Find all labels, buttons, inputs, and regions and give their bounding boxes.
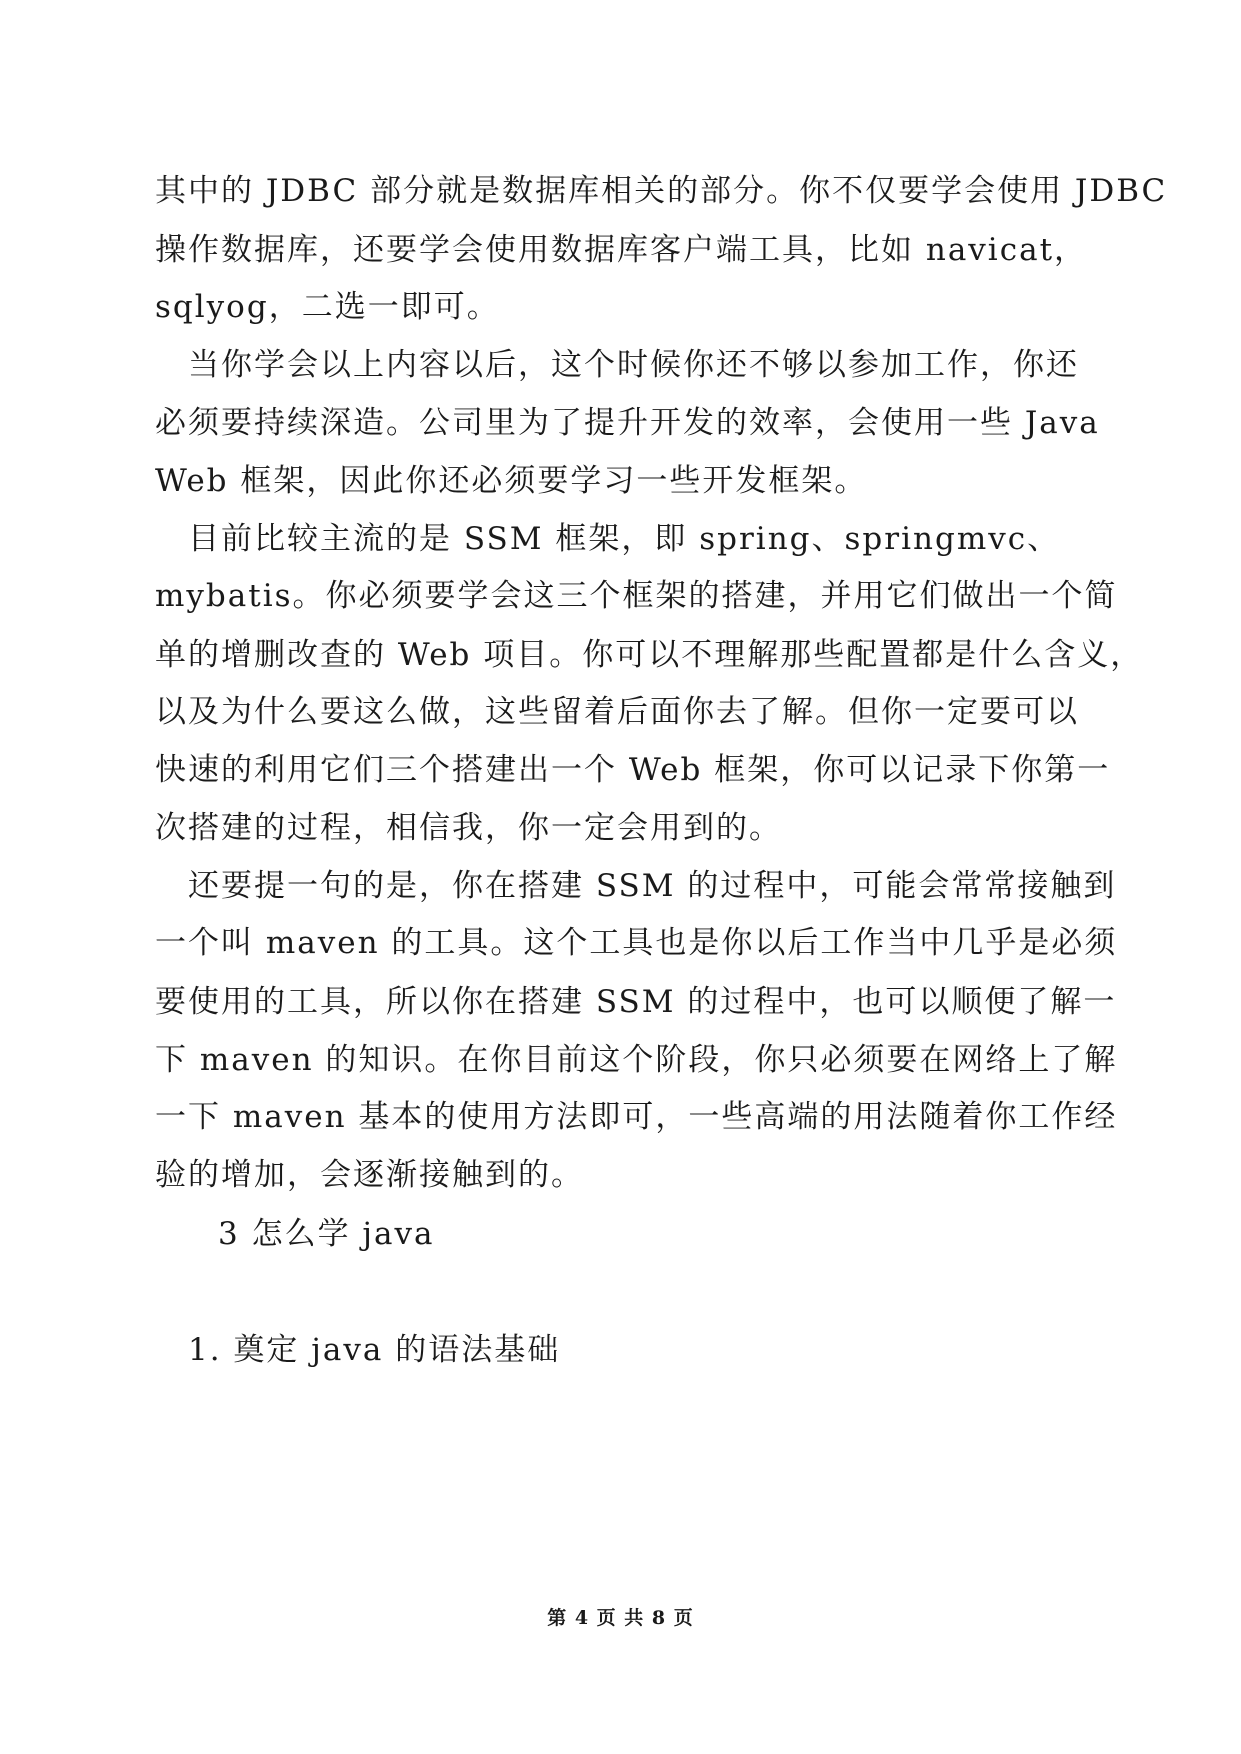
body-text-line: 一下 maven 基本的使用方法即可，一些高端的用法随着你工作经 [155, 1099, 1118, 1135]
body-text-line: 其中的 JDBC 部分就是数据库相关的部分。你不仅要学会使用 JDBC [155, 173, 1168, 209]
body-text-line: Web 框架，因此你还必须要学习一些开发框架。 [155, 463, 868, 499]
body-text-line: 要使用的工具，所以你在搭建 SSM 的过程中，也可以顺便了解一 [155, 984, 1117, 1020]
paragraph-first-line: 当你学会以上内容以后，这个时候你还不够以参加工作，你还 [188, 347, 1079, 383]
body-text-line: 必须要持续深造。公司里为了提升开发的效率，会使用一些 Java [155, 405, 1100, 441]
page-number-footer: 第 4 页 共 8 页 [547, 1607, 694, 1629]
subheading: 1. 奠定 java 的语法基础 [188, 1332, 561, 1368]
body-text-line: 单的增删改查的 Web 项目。你可以不理解那些配置都是什么含义， [155, 637, 1144, 673]
body-text-line: 下 maven 的知识。在你目前这个阶段，你只必须要在网络上了解 [155, 1042, 1118, 1078]
body-text-line: 快速的利用它们三个搭建出一个 Web 框架，你可以记录下你第一 [155, 752, 1111, 788]
body-text-line: 验的增加，会逐渐接触到的。 [155, 1157, 584, 1193]
body-text-line: mybatis。你必须要学会这三个框架的搭建，并用它们做出一个简 [155, 578, 1118, 614]
paragraph-first-line: 还要提一句的是，你在搭建 SSM 的过程中，可能会常常接触到 [188, 868, 1117, 904]
body-text-line: 一个叫 maven 的工具。这个工具也是你以后工作当中几乎是必须 [155, 925, 1118, 961]
paragraph-first-line: 目前比较主流的是 SSM 框架，即 spring、springmvc、 [188, 521, 1061, 557]
section-heading: 3 怎么学 java [218, 1216, 435, 1252]
body-text-line: 以及为什么要这么做，这些留着后面你去了解。但你一定要可以 [155, 694, 1079, 730]
body-text-line: sqlyog，二选一即可。 [155, 289, 500, 325]
body-text-line: 次搭建的过程，相信我，你一定会用到的。 [155, 810, 782, 846]
body-text-line: 操作数据库，还要学会使用数据库客户端工具，比如 navicat， [155, 232, 1088, 268]
